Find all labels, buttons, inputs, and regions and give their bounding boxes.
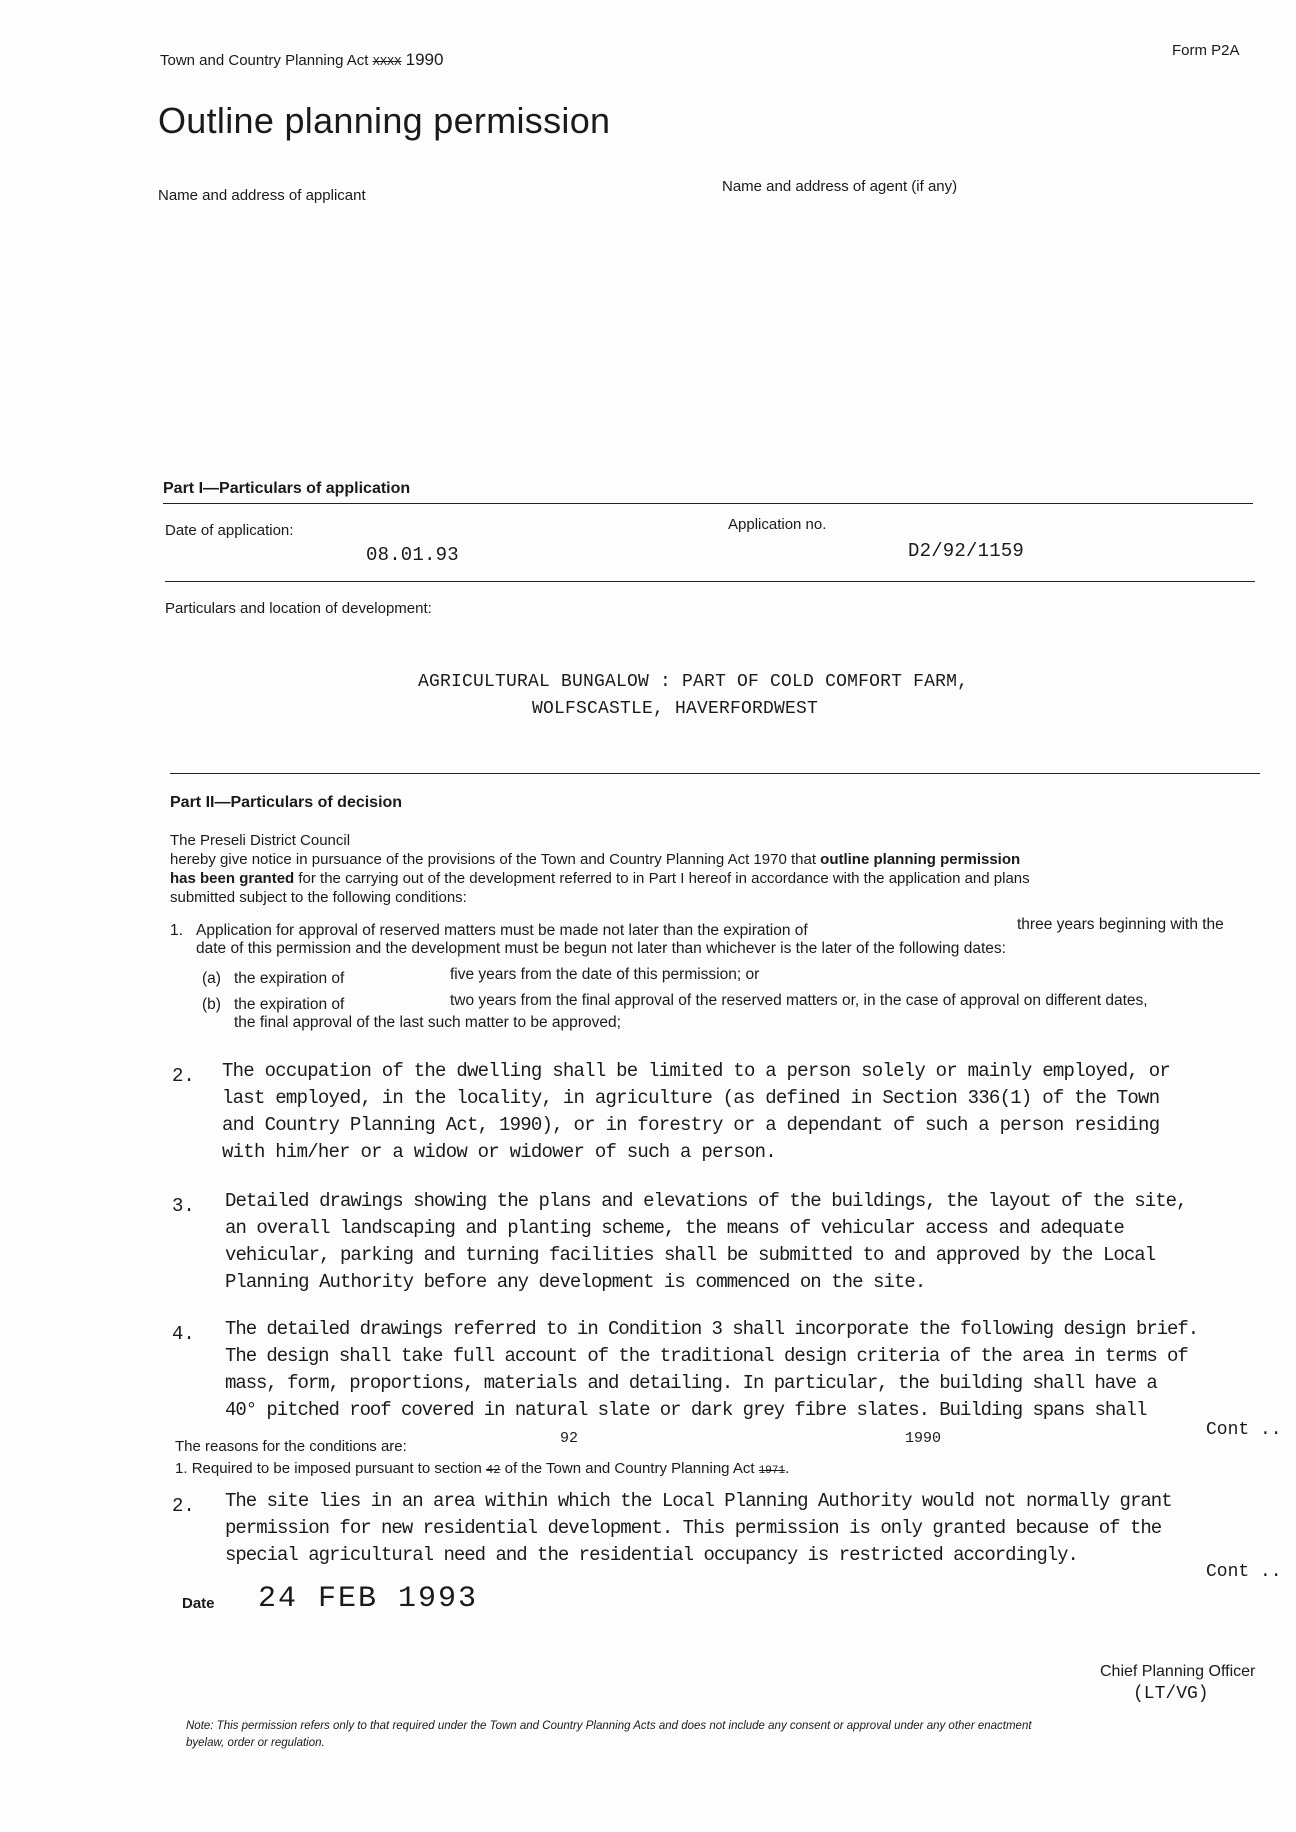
printed-condition-b-value: two years from the final approval of the reserved matters or, in the case of approval on different dates, (450, 992, 1148, 1009)
condition-4-line: The detailed drawings referred to in Condition 3 shall incorporate the following design brief. (225, 1318, 1199, 1340)
application-number-label: Application no. (728, 516, 827, 533)
footer-note-line-2: byelaw, order or regulation. (186, 1737, 325, 1749)
form-id: Form P2A (1172, 42, 1240, 59)
application-number-value: D2/92/1159 (908, 540, 1025, 562)
reason-2-line: special agricultural need and the residential occupancy is restricted accordingly. (225, 1544, 1078, 1566)
decision-date-label: Date (182, 1595, 215, 1612)
printed-condition-number: 1. (170, 922, 183, 939)
part1-rule-top (163, 503, 1253, 504)
development-line-1: AGRICULTURAL BUNGALOW : PART OF COLD COMFORT FARM, (418, 672, 969, 692)
part1-heading: Part I—Particulars of application (163, 480, 411, 497)
reason-1-number: 1. (175, 1460, 188, 1477)
printed-condition-b-line2: the final approval of the last such matter to be approved; (234, 1014, 621, 1031)
notice-text-1a: hereby give notice in pursuance of the provisions of the Town and Country Planning Act 197 (170, 851, 779, 868)
act-line-prefix: Town and Country Planning Act (160, 52, 369, 69)
page-title: Outline planning permission (158, 100, 611, 141)
reason-1-struck-section: 42 (486, 1463, 501, 1477)
printed-condition-a-text: the expiration of (234, 970, 345, 987)
reason-1-struck-year: 1971 (758, 1465, 786, 1477)
reason-2-number: 2. (172, 1495, 195, 1517)
agent-label: Name and address of agent (if any) (722, 178, 958, 195)
development-line-2: WOLFSCASTLE, HAVERFORDWEST (532, 699, 819, 719)
reason-2-line: permission for new residential development. This permission is only granted because of the (225, 1517, 1162, 1539)
condition-4-text (225, 1316, 1198, 1424)
act-year: 1990 (405, 50, 444, 69)
condition-3-number: 3. (172, 1195, 195, 1217)
part2-heading: Part II—Particulars of decision (170, 794, 403, 811)
condition-2-line: and Country Planning Act, 1990), or in forestry or a dependant of such a person residing (222, 1114, 1160, 1136)
reason1-section-correction: 92 (560, 1430, 579, 1447)
printed-condition-line1b: three years beginning with the (1017, 916, 1224, 933)
notice-text-1b: 0 (778, 851, 787, 868)
application-date-label: Date of application: (165, 522, 294, 539)
condition-2-text (222, 1058, 1170, 1166)
location-label: Particulars and location of development: (165, 600, 432, 617)
act-struck-year: XXXX (372, 55, 402, 69)
notice-text-2: for the carrying out of the development referred to in Part I hereof in accordance with the application and plans (294, 870, 1030, 887)
reason1-year-correction: 1990 (905, 1430, 942, 1447)
reasons-label: The reasons for the conditions are: (175, 1438, 407, 1455)
notice-bold-1: outline planning permission (820, 851, 1021, 868)
notice-bold-2: has been granted (170, 870, 295, 887)
decision-date-stamp: 24 FEB 1993 (258, 1582, 479, 1616)
footer-note-line-1: Note: This permission refers only to that required under the Town and Country Planning Acts and does not include any consent or approval under any other enactment (186, 1720, 1032, 1732)
condition-4-line: mass, form, proportions, materials and detailing. In particular, the building shall have a (225, 1372, 1157, 1394)
reason-2-line: The site lies in an area within which the Local Planning Authority would not normally grant (225, 1490, 1172, 1512)
printed-condition-line2: date of this permission and the development must be begun not later than whichever is the later of the following dates: (196, 940, 1006, 957)
council-name: The Preseli District Council (170, 832, 351, 849)
reason-2-text (225, 1488, 1172, 1569)
part1-rule-mid (165, 581, 1255, 582)
condition-3-line: vehicular, parking and turning facilities shall be submitted to and approved by the Local (225, 1244, 1156, 1266)
officer-reference: (LT/VG) (1133, 1684, 1209, 1704)
printed-condition-b-text: the expiration of (234, 996, 345, 1013)
condition-3-line: an overall landscaping and planting scheme, the means of vehicular access and adequate (225, 1217, 1124, 1239)
condition-2-line: with him/her or a widow or widower of such a person. (222, 1141, 776, 1163)
act-line (160, 50, 443, 70)
part2-rule-top (170, 773, 1260, 774)
continuation-marker-2: Cont .. (1206, 1562, 1282, 1582)
printed-condition-b-label: (b) (202, 996, 221, 1013)
notice-text-3: submitted subject to the following conditions: (170, 889, 467, 906)
condition-3-line: Detailed drawings showing the plans and elevations of the buildings, the layout of the site, (225, 1190, 1187, 1212)
applicant-label: Name and address of applicant (158, 187, 366, 204)
footer-note (186, 1718, 1276, 1752)
reason-1-text-a: Required to be imposed pursuant to section (191, 1460, 482, 1477)
condition-2-number: 2. (172, 1065, 195, 1087)
condition-3-text (225, 1188, 1187, 1296)
condition-3-line: Planning Authority before any development is commenced on the site. (225, 1271, 926, 1293)
continuation-marker: Cont .. (1206, 1420, 1282, 1440)
printed-condition-a-value: five years from the date of this permission; or (450, 966, 760, 983)
reason-1-text-b: of the Town and Country Planning Act (504, 1460, 755, 1477)
condition-2-line: The occupation of the dwelling shall be limited to a person solely or mainly employed, or (222, 1060, 1171, 1082)
notice-paragraph (170, 850, 1270, 907)
condition-4-number: 4. (172, 1323, 195, 1345)
officer-title: Chief Planning Officer (1100, 1663, 1256, 1680)
printed-condition-a-label: (a) (202, 970, 221, 987)
application-date-value: 08.01.93 (366, 544, 459, 566)
condition-4-line: The design shall take full account of the traditional design criteria of the area in terms of (225, 1345, 1188, 1367)
condition-4-line: 40° pitched roof covered in natural slate or dark grey fibre slates. Building spans shall (225, 1399, 1147, 1421)
notice-text-1c: that (786, 851, 821, 868)
printed-condition-line1a: Application for approval of reserved matters must be made not later than the expiration of (196, 922, 808, 939)
condition-2-line: last employed, in the locality, in agriculture (as defined in Section 336(1) of the Town (222, 1087, 1160, 1109)
reason-1: 1. Required to be imposed pursuant to section 42 of the Town and Country Planning Act 1971. (175, 1460, 790, 1477)
